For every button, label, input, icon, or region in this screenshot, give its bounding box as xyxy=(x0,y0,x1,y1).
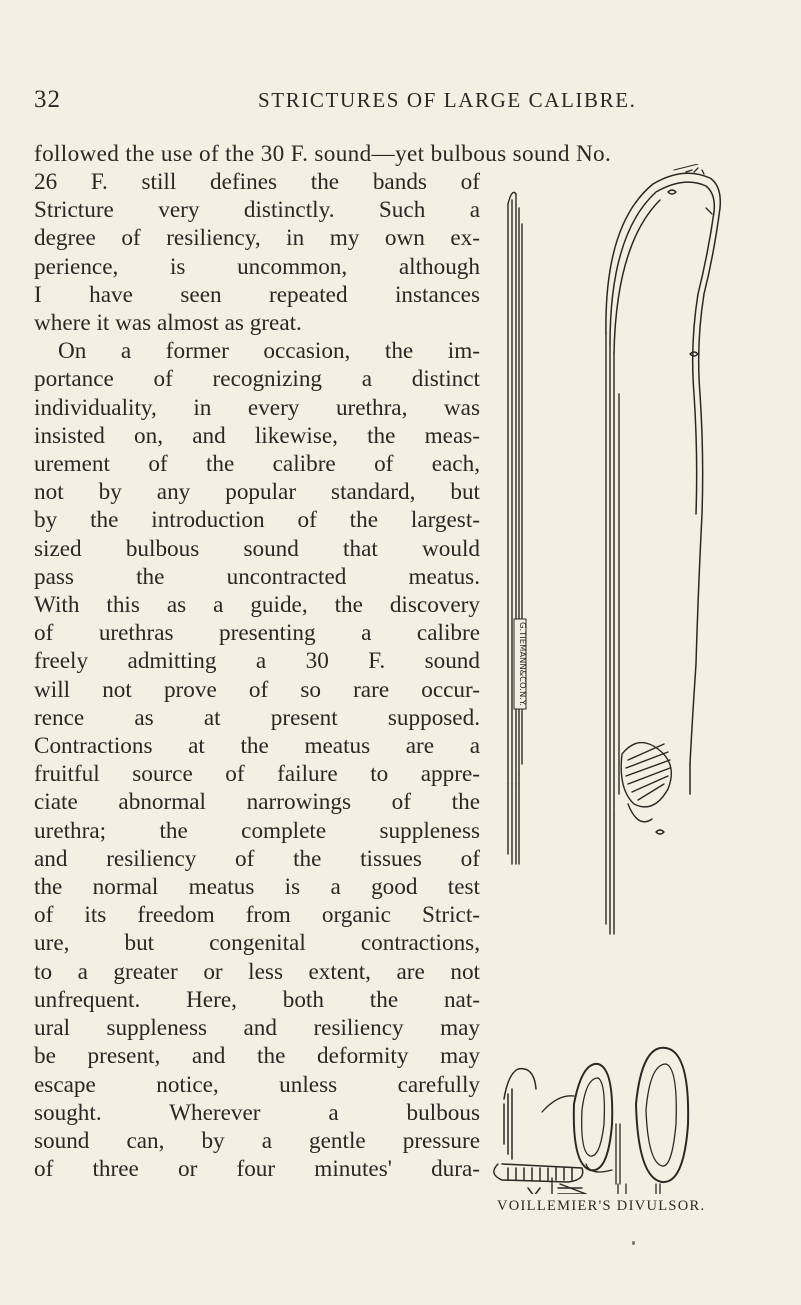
text-line: urement of the calibre of each, xyxy=(34,451,480,478)
text-line: be present, and the deformity may xyxy=(34,1043,480,1070)
divulsor-illustration xyxy=(478,164,790,1194)
text-line: to a greater or less extent, are not xyxy=(34,958,480,985)
text-line: sized bulbous sound that would xyxy=(34,535,480,562)
text-line: individuality, in every urethra, was xyxy=(34,394,480,421)
text-line: of urethras presenting a calibre xyxy=(34,620,480,647)
left-handle xyxy=(494,1069,583,1194)
text-line: rence as at present supposed. xyxy=(34,704,480,731)
text-line: 26 F. still defines the bands of xyxy=(34,169,480,195)
text-line: of three or four minutes' dura- xyxy=(34,1156,480,1183)
text-line: On a former occasion, the im- xyxy=(58,338,480,365)
text-line: degree of resiliency, in my own ex- xyxy=(34,225,480,252)
mark xyxy=(618,1184,626,1194)
text-line: will not prove of so rare occur- xyxy=(34,676,480,703)
text-line: and resiliency of the tissues of xyxy=(34,845,480,872)
text-line: unfrequent. Here, both the nat- xyxy=(34,986,480,1013)
text-line: fruitful source of failure to appre- xyxy=(34,761,480,788)
printing-speck xyxy=(632,1241,635,1245)
text-line: ural suppleness and resiliency may xyxy=(34,1015,480,1042)
left-stem xyxy=(508,194,522,864)
right-stem xyxy=(606,334,619,934)
text-line: With this as a guide, the discovery xyxy=(34,592,480,619)
text-line: Contractions at the meatus are a xyxy=(34,733,480,760)
text-line: where it was almost as great. xyxy=(34,310,302,337)
body-first-line: followed the use of the 30 F. sound—yet bulbous sound No. xyxy=(34,141,612,167)
body-text-column xyxy=(34,168,480,1183)
maker-stamp xyxy=(514,619,527,709)
running-head: STRICTURES OF LARGE CALIBRE. xyxy=(258,88,637,112)
figure-caption: VOILLEMIER'S DIVULSOR. xyxy=(497,1198,706,1214)
text-line: portance of recognizing a distinct xyxy=(34,366,480,393)
text-line: of its freedom from organic Strict- xyxy=(34,902,480,929)
text-line: sought. Wherever a bulbous xyxy=(34,1099,480,1126)
text-line: the normal meatus is a good test xyxy=(34,874,480,901)
maker-mark-text: G.TIEMANN&CO.N.Y. xyxy=(518,622,527,703)
curved-beak xyxy=(606,164,720,794)
text-line: urethra; the complete suppleness xyxy=(34,817,480,844)
text-line: perience, is uncommon, although xyxy=(34,253,480,280)
middle-ring xyxy=(542,1064,612,1172)
text-line: escape notice, unless carefully xyxy=(34,1071,480,1098)
text-line: freely admitting a 30 F. sound xyxy=(34,648,480,675)
page-header xyxy=(34,86,774,120)
text-line: ciate abnormal narrowings of the xyxy=(34,789,480,816)
central-olive xyxy=(621,743,671,834)
text-line: sound can, by a gentle pressure xyxy=(34,1127,480,1154)
text-line: Stricture very distinctly. Such a xyxy=(34,197,480,224)
page-number: 32 xyxy=(34,86,61,113)
mark xyxy=(656,1184,660,1194)
text-line: by the introduction of the largest- xyxy=(34,507,480,534)
text-line: ure, but congenital contractions, xyxy=(34,930,480,957)
text-line: insisted on, and likewise, the meas- xyxy=(34,422,480,449)
text-line: pass the uncontracted meatus. xyxy=(34,563,480,590)
right-ring xyxy=(616,1048,688,1184)
text-line: not by any popular standard, but xyxy=(34,479,480,506)
text-line: I have seen repeated instances xyxy=(34,281,480,308)
